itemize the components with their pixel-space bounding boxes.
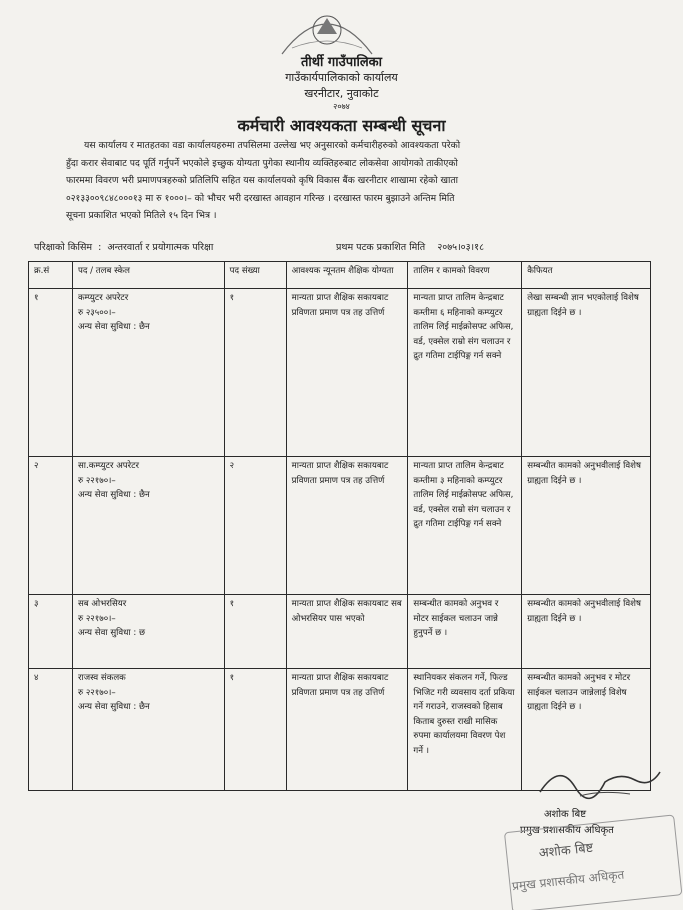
post-salary: रु २२१७०।– (77, 613, 116, 624)
municipality-name: तीर्थी गाउँपालिका (300, 55, 383, 70)
office-year: २०७४ (333, 102, 350, 111)
exam-type: परिक्षाको किसिम : अन्तरवार्ता र प्रयोगात्मक परिक्षा (34, 242, 214, 253)
exam-type-label: परिक्षाको किसिम (34, 242, 93, 253)
office-name: गाउँकार्यपालिकाको कार्यालय (285, 71, 398, 84)
cell-sn: ४ (29, 669, 73, 791)
cell-post (72, 595, 224, 669)
cell-post (72, 669, 224, 791)
vacancy-table (28, 261, 651, 791)
post-facility: अन्य सेवा सुविधा : छैन (77, 322, 150, 332)
post-salary: रु २२१७०।– (77, 687, 116, 698)
post-title: कम्प्युटर अपरेटर (77, 293, 129, 303)
signatory-designation: प्रमुख प्रशासकीय अधिकृत (520, 825, 614, 836)
published-label: प्रथम पटक प्रकाशित मिति (336, 242, 426, 253)
exam-type-value: अन्तरवार्ता र प्रयोगात्मक परिक्षा (107, 242, 214, 253)
cell-count: १ (224, 289, 286, 457)
cell-remarks: सम्बन्धीत कामको अनुभव र मोटर साईकल चलाउन जान्नेलाई विशेष ग्राह्यता दिईने छ । (522, 669, 651, 791)
body-line: यस कार्यालय र मातहतका वडा कार्यालयहरुमा तपसिलमा उल्लेख भए अनुसारको कर्मचारीहरुको आवश्यकता परेको (84, 140, 461, 151)
body-line: ०२१३३००९८४८०००१३ मा रु १०००।– को भौचर भरी दरखास्त आवहान गरिन्छ । दरखास्त फारम बुझाउने अन्तिम मिति (66, 192, 455, 204)
cell-count: १ (224, 595, 286, 669)
published-value: २०७५।०३।१८ (437, 242, 485, 253)
header-post: पद / तलब स्केल (72, 262, 224, 289)
table-row (29, 457, 651, 595)
table-header-row (29, 262, 651, 289)
office-location: खरनीटार, नुवाकोट (304, 87, 379, 100)
post-salary: रु २२१७०।– (77, 475, 116, 486)
header-remarks: कैफियत (522, 262, 651, 289)
cell-sn: १ (29, 289, 73, 457)
official-stamp (500, 812, 683, 910)
cell-remarks: लेखा सम्बन्धी ज्ञान भएकोलाई विशेष ग्राह्यता दिईने छ । (522, 289, 651, 457)
signature-mark (520, 752, 670, 812)
body-line: फारममा विवरण भरी प्रमाणपत्रहरुको प्रतिलिपि सहित यस कार्यालयको कृषि विकास बैंक खरनीटार शाखामा रहेको खाता (66, 175, 459, 186)
cell-qualification: मान्यता प्राप्त शैक्षिक सकायबाट सब ओभरसियर पास भएको (286, 595, 408, 669)
cell-post (72, 289, 224, 457)
post-facility: अन्य सेवा सुविधा : छैन (77, 490, 150, 500)
notice-title: कर्मचारी आवश्यकता सम्बन्धी सूचना (237, 116, 446, 135)
body-line: सूचना प्रकाशित भएको मितिले १५ दिन भित्र । (66, 210, 217, 221)
cell-training: मान्यता प्राप्त तालिम केन्द्रबाट कम्तीमा ३ महिनाको कम्प्युटर तालिम लिई माईक्रोसफ्ट अफिस, वर्ड, एक्सेल राम्रो संग चलाउन र द्रुत गतिमा टाईपिङ्ग गर्न सक्ने (408, 457, 522, 595)
stamp-name: अशोक बिष्ट (538, 840, 594, 862)
cell-qualification: मान्यता प्राप्त शैक्षिक सकायबाट प्रविणता प्रमाण पत्र तह उत्तिर्ण (286, 457, 408, 595)
header-qualification: आवश्यक न्यूनतम शैक्षिक योग्यता (286, 262, 408, 289)
cell-post (72, 457, 224, 595)
stamp-designation: प्रमुख प्रशासकीय अधिकृत (511, 867, 625, 894)
signatory-name: अशोक बिष्ट (544, 809, 587, 820)
header-sn: क्र.सं (29, 262, 73, 289)
post-salary: रु २३५००।– (77, 307, 116, 318)
header-training: तालिम र कामको विवरण (408, 262, 522, 289)
header-count: पद संख्या (224, 262, 286, 289)
cell-sn: २ (29, 457, 73, 595)
municipality-emblem-icon (252, 4, 402, 56)
body-line: हुँदा करार सेवाबाट पद पूर्ति गर्नुपर्ने भएकोले इच्छुक योग्यता पुगेका स्थानीय व्यक्तिहरुबाट लोकसेवा आयोगको ताकीएको (66, 157, 458, 169)
table-row (29, 595, 651, 669)
cell-qualification: मान्यता प्राप्त शैक्षिक सकायबाट प्रविणता प्रमाण पत्र तह उत्तिर्ण (286, 669, 408, 791)
cell-remarks: सम्बन्धीत कामको अनुभवीलाई विशेष ग्राह्यता दिईने छ । (522, 595, 651, 669)
post-title: सा.कम्प्युटर अपरेटर (77, 461, 140, 471)
post-title: राजस्व संकलक (77, 673, 126, 683)
table-row (29, 289, 651, 457)
post-facility: अन्य सेवा सुविधा : छैन (77, 702, 150, 712)
cell-training: स्थानियकर संकलन गर्ने, फिल्ड भिजिट गरी व्यवसाय दर्ता प्रकिया गर्ने गराउने, राजस्वको हिसाब किताब दुरुस्त राखी मासिक रुपमा कार्यालयमा विवरण पेश गर्ने । (408, 669, 522, 791)
notice-body (66, 137, 644, 225)
cell-count: १ (224, 669, 286, 791)
cell-sn: ३ (29, 595, 73, 669)
cell-training: सम्बन्धीत कामको अनुभव र मोटर साईकल चलाउन जान्ने हुनुपर्ने छ । (408, 595, 522, 669)
post-title: सब ओभरसियर (77, 599, 127, 609)
published-date (336, 240, 484, 253)
cell-training: मान्यता प्राप्त तालिम केन्द्रबाट कम्तीमा ६ महिनाको कम्प्युटर तालिम लिई माईक्रोसफ्ट अफिस, वर्ड, एक्सेल राम्रो संग चलाउन र द्रुत गतिमा टाईपिङ्ग गर्न सक्ने (408, 289, 522, 457)
cell-count: २ (224, 457, 286, 595)
cell-remarks: सम्बन्धीत कामको अनुभवीलाई विशेष ग्राह्यता दिईने छ । (522, 457, 651, 595)
post-facility: अन्य सेवा सुविधा : छ (77, 628, 146, 638)
cell-qualification: मान्यता प्राप्त शैक्षिक सकायबाट प्रविणता प्रमाण पत्र तह उत्तिर्ण (286, 289, 408, 457)
